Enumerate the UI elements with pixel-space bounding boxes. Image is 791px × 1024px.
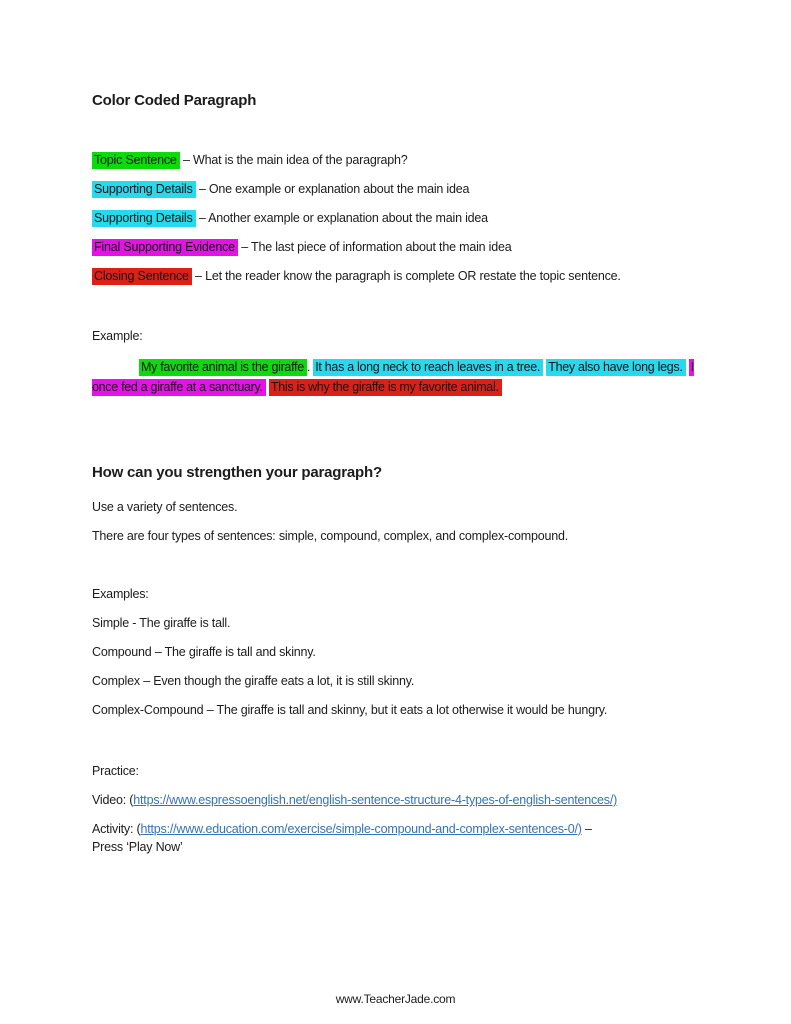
highlighted-term: Final Supporting Evidence bbox=[92, 239, 238, 256]
highlighted-term: Supporting Details bbox=[92, 210, 196, 227]
activity-line bbox=[92, 820, 617, 856]
activity-prefix: Activity: ( bbox=[92, 822, 141, 836]
highlighted-term: Topic Sentence bbox=[92, 152, 180, 169]
highlighted-term: Supporting Details bbox=[92, 181, 196, 198]
activity-press-line: Press ‘Play Now’ bbox=[92, 840, 183, 854]
term-description: – Let the reader know the paragraph is complete OR restate the topic sentence. bbox=[191, 269, 621, 283]
intro-line: There are four types of sentences: simple, compound, complex, and complex-compound. bbox=[92, 529, 569, 543]
example-sentence: They also have long legs. bbox=[546, 359, 685, 376]
practice-section bbox=[92, 762, 617, 867]
term-description: – Another example or explanation about the main idea bbox=[195, 211, 488, 225]
video-link[interactable]: https://www.espressoenglish.net/english-sentence-structure-4-types-of-english-sentences/) bbox=[133, 793, 618, 807]
activity-suffix: – bbox=[581, 822, 592, 836]
sentence-example: Simple - The giraffe is tall. bbox=[92, 616, 231, 630]
strengthen-heading: How can you strengthen your paragraph? bbox=[92, 464, 382, 481]
sentence-example: Complex-Compound – The giraffe is tall and skinny, but it eats a lot otherwise it would be hungry. bbox=[92, 703, 608, 717]
example-paragraph: My favorite animal is the giraffe . It has a long neck to reach leaves in a tree. They also have long legs. I once fed a giraffe at a sanctuary. This is why the giraffe is my favorite animal. bbox=[92, 360, 694, 394]
page-title: Color Coded Paragraph bbox=[92, 92, 257, 109]
intro-line: Use a variety of sentences. bbox=[92, 500, 238, 514]
sentence-example: Compound – The giraffe is tall and skinny. bbox=[92, 645, 316, 659]
color-legend bbox=[92, 151, 621, 296]
video-line bbox=[92, 791, 617, 809]
term-description: – The last piece of information about the main idea bbox=[237, 240, 512, 254]
legend-item bbox=[92, 238, 621, 256]
term-description: – One example or explanation about the main idea bbox=[195, 182, 470, 196]
activity-link[interactable]: https://www.education.com/exercise/simple-compound-and-complex-sentences-0/) bbox=[140, 822, 582, 836]
example-label: Example: bbox=[92, 329, 143, 343]
footer-url: www.TeacherJade.com bbox=[335, 992, 456, 1006]
example-sentence: This is why the giraffe is my favorite animal. bbox=[269, 379, 502, 396]
legend-item bbox=[92, 180, 621, 198]
legend-item bbox=[92, 209, 621, 227]
sentence-type-examples bbox=[92, 585, 607, 730]
legend-item bbox=[92, 151, 621, 169]
practice-label: Practice: bbox=[92, 764, 139, 778]
sentence-example: Complex – Even though the giraffe eats a lot, it is still skinny. bbox=[92, 674, 415, 688]
example-sentence: I once fed a giraffe at a sanctuary. bbox=[92, 360, 694, 394]
term-description: – What is the main idea of the paragraph? bbox=[179, 153, 408, 167]
video-prefix: Video: ( bbox=[92, 793, 134, 807]
examples-list bbox=[92, 614, 607, 719]
legend-item bbox=[92, 267, 621, 285]
strengthen-intro bbox=[92, 498, 568, 556]
highlighted-term: Closing Sentence bbox=[92, 268, 192, 285]
examples-label: Examples: bbox=[92, 587, 149, 601]
example-sentence: It has a long neck to reach leaves in a tree. bbox=[313, 359, 543, 376]
example-sentence: My favorite animal is the giraffe bbox=[139, 359, 307, 376]
